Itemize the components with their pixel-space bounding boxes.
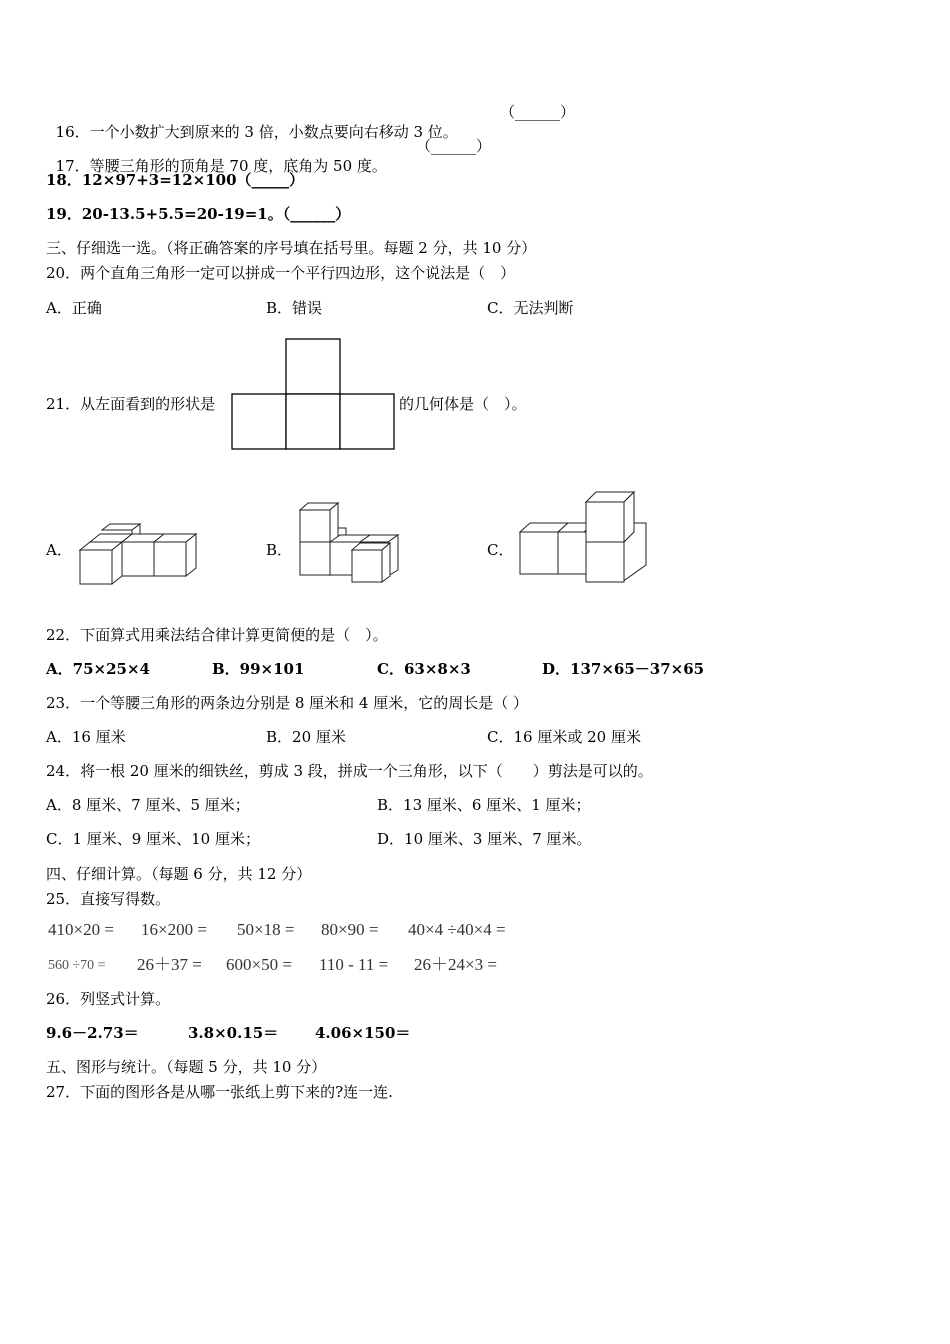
q22-option-b[interactable]: B．99×101 bbox=[212, 660, 305, 678]
section-4-title: 四、仔细计算。（每题 6 分，共 12 分） bbox=[46, 865, 312, 883]
section-5-title: 五、图形与统计。（每题 5 分，共 10 分） bbox=[46, 1058, 327, 1076]
question-25-stem: 25．直接写得数。 bbox=[46, 890, 171, 908]
vertical-calc-item: 9.6－2.73＝ bbox=[46, 1024, 139, 1042]
question-24-stem: 24．将一根 20 厘米的细铁丝，剪成 3 段，拼成一个三角形，以下（ ）剪法是可以的。 bbox=[46, 762, 653, 780]
q20-option-b[interactable]: B．错误 bbox=[266, 299, 323, 317]
calc-item: 80×90 = bbox=[321, 920, 379, 939]
question-17-text: 17．等腰三角形的顶角是 70 度，底角为 50 度。 bbox=[55, 157, 387, 175]
q21-option-b[interactable]: B． bbox=[266, 541, 293, 559]
cube-figure-c bbox=[518, 490, 650, 586]
q22-option-c[interactable]: C．63×8×3 bbox=[377, 660, 471, 678]
question-20-stem: 20．两个直角三角形一定可以拼成一个平行四边形，这个说法是（ ） bbox=[46, 264, 516, 282]
question-16-text: 16．一个小数扩大到原来的 3 倍，小数点要向右移动 3 位。 bbox=[55, 123, 458, 141]
question-21-stem-before: 21．从左面看到的形状是 bbox=[46, 395, 216, 413]
q21-option-c[interactable]: C． bbox=[487, 541, 514, 559]
question-26-stem: 26．列竖式计算。 bbox=[46, 990, 171, 1008]
left-view-figure bbox=[230, 338, 400, 452]
cube-figure-a bbox=[78, 522, 202, 588]
section-3-title: 三、仔细选一选。（将正确答案的序号填在括号里。每题 2 分，共 10 分） bbox=[46, 239, 537, 257]
calc-item: 600×50 = bbox=[226, 955, 292, 974]
answer-blank-16[interactable]: （______） bbox=[500, 103, 576, 121]
question-22-stem: 22．下面算式用乘法结合律计算更简便的是（ ）。 bbox=[46, 626, 388, 644]
calc-item: 40×4 ÷40×4 = bbox=[408, 920, 506, 939]
q23-option-a[interactable]: A．16 厘米 bbox=[46, 728, 126, 746]
answer-blank-17[interactable]: （______） bbox=[416, 137, 492, 155]
q22-option-a[interactable]: A．75×25×4 bbox=[46, 660, 150, 678]
calc-item: 410×20 = bbox=[48, 920, 114, 939]
cube-figure-b bbox=[298, 500, 404, 584]
q20-option-a[interactable]: A．正确 bbox=[46, 299, 102, 317]
calc-item: 110 - 11 = bbox=[319, 955, 389, 974]
q24-option-a[interactable]: A．8 厘米、7 厘米、5 厘米； bbox=[46, 796, 250, 814]
question-19: 19．20-13.5+5.5=20-19=1。（______） bbox=[46, 205, 351, 223]
q22-option-d[interactable]: D．137×65－37×65 bbox=[542, 660, 705, 678]
question-23-stem: 23．一个等腰三角形的两条边分别是 8 厘米和 4 厘米，它的周长是（ ） bbox=[46, 694, 529, 712]
calc-item: 26＋24×3 = bbox=[414, 955, 497, 974]
question-27-stem: 27．下面的图形各是从哪一张纸上剪下来的?连一连. bbox=[46, 1083, 393, 1101]
q21-option-a[interactable]: A． bbox=[46, 541, 72, 559]
question-18: 18．12×97+3=12×100（_____） bbox=[46, 171, 305, 189]
calc-item: 560 ÷70 = bbox=[48, 958, 106, 973]
q24-option-b[interactable]: B．13 厘米、6 厘米、1 厘米； bbox=[377, 796, 591, 814]
q24-option-c[interactable]: C．1 厘米、9 厘米、10 厘米； bbox=[46, 830, 260, 848]
calc-item: 16×200 = bbox=[141, 920, 207, 939]
q23-option-b[interactable]: B．20 厘米 bbox=[266, 728, 346, 746]
vertical-calc-item: 3.8×0.15＝ bbox=[188, 1024, 279, 1042]
q20-option-c[interactable]: C．无法判断 bbox=[487, 299, 574, 317]
q24-option-d[interactable]: D．10 厘米、3 厘米、7 厘米。 bbox=[377, 830, 592, 848]
calc-item: 50×18 = bbox=[237, 920, 295, 939]
vertical-calc-item: 4.06×150＝ bbox=[315, 1024, 411, 1042]
question-21-stem-after: 的几何体是（ ）。 bbox=[399, 395, 527, 413]
q23-option-c[interactable]: C．16 厘米或 20 厘米 bbox=[487, 728, 641, 746]
calc-item: 26＋37 = bbox=[137, 955, 202, 974]
